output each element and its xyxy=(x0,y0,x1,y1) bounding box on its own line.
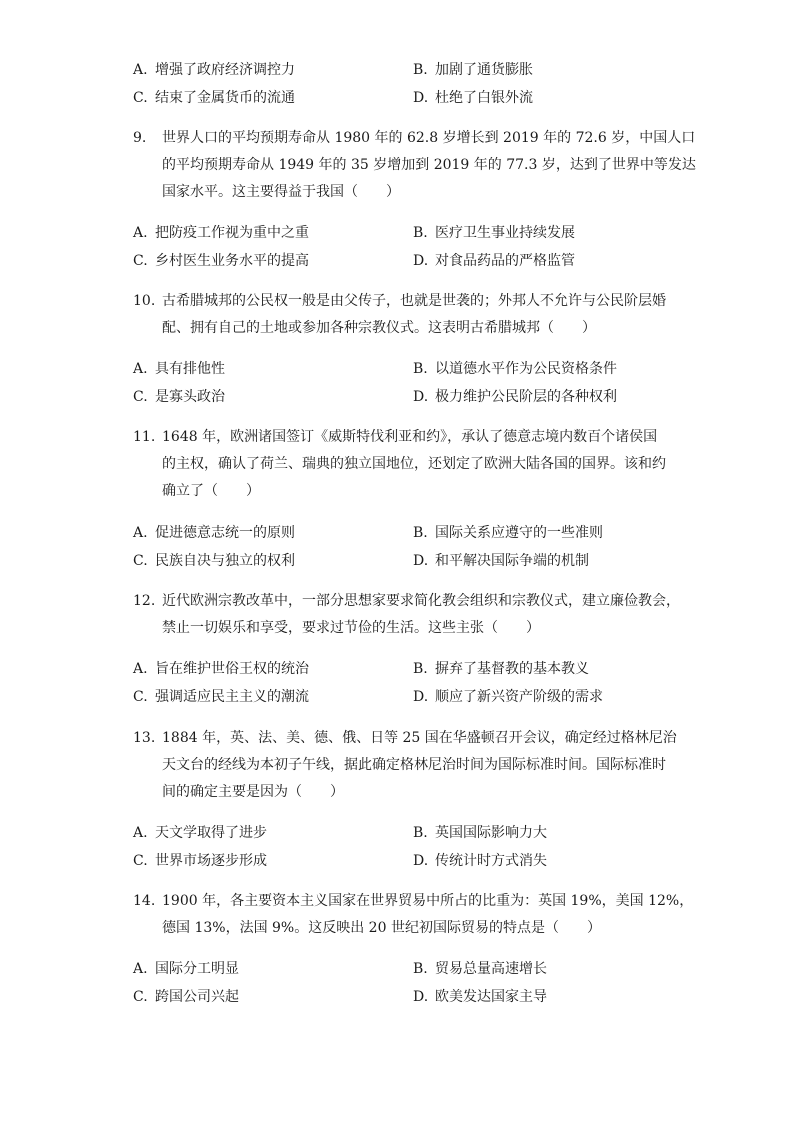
question-line: 1884 年，英、法、美、德、俄、日等 25 国在华盛顿召开会议，确定经过格林尼治 xyxy=(162,730,677,746)
q10-option-a: A. 具有排他性 xyxy=(133,361,225,377)
q13-option-d: D. 传统计时方式消失 xyxy=(413,853,547,869)
q14-option-d: D. 欧美发达国家主导 xyxy=(413,989,547,1005)
question-number: 11. xyxy=(133,429,156,445)
question-line: 世界人口的平均预期寿命从 1980 年的 62.8 岁增长到 2019 年的 72.6 岁，中国人口 xyxy=(162,130,696,146)
q12-option-c: C. 强调适应民主主义的潮流 xyxy=(133,689,309,705)
q11-option-a: A. 促进德意志统一的原则 xyxy=(133,525,295,541)
question-line: 确立了（ ） xyxy=(162,483,260,499)
q12-option-a: A. 旨在维护世俗王权的统治 xyxy=(133,661,309,677)
q11-option-b: B. 国际关系应遵守的一些准则 xyxy=(413,525,603,541)
q14-option-a: A. 国际分工明显 xyxy=(133,961,239,977)
q13-option-c: C. 世界市场逐步形成 xyxy=(133,853,267,869)
question-line: 的平均预期寿命从 1949 年的 35 岁增加到 2019 年的 77.3 岁，达到了世界中等发达 xyxy=(162,157,696,173)
q9-option-b: B. 医疗卫生事业持续发展 xyxy=(413,225,575,241)
q10-option-d: D. 极力维护公民阶层的各种权利 xyxy=(413,389,617,405)
q10-option-c: C. 是寡头政治 xyxy=(133,389,225,405)
question-number: 14. xyxy=(133,893,156,909)
q9-option-d: D. 对食品药品的严格监管 xyxy=(413,253,575,269)
question-9 xyxy=(0,127,794,207)
q8-option-d: D. 杜绝了白银外流 xyxy=(413,90,533,106)
question-10 xyxy=(0,290,794,342)
q14-options-row-2 xyxy=(133,986,733,1008)
question-12 xyxy=(0,590,794,642)
question-line: 古希腊城邦的公民权一般是由父传子，也就是世袭的；外邦人不允许与公民阶层婚 xyxy=(162,293,666,309)
question-line: 间的确定主要是因为（ ） xyxy=(162,784,344,800)
q14-option-b: B. 贸易总量高速增长 xyxy=(413,961,547,977)
q14-options-row-1 xyxy=(133,958,733,980)
q8-options-row-2 xyxy=(133,87,733,109)
question-number: 9. xyxy=(133,130,147,146)
q10-options-row-1 xyxy=(133,358,733,380)
question-13 xyxy=(0,727,794,807)
q10-options-row-2 xyxy=(133,386,733,408)
question-14 xyxy=(0,890,794,942)
question-line: 的主权，确认了荷兰、瑞典的独立国地位，还划定了欧洲大陆各国的国界。该和约 xyxy=(162,456,666,472)
q11-options-row-1 xyxy=(133,522,733,544)
q8-option-c: C. 结束了金属货币的流通 xyxy=(133,90,295,106)
q12-option-d: D. 顺应了新兴资产阶级的需求 xyxy=(413,689,603,705)
q11-option-d: D. 和平解决国际争端的机制 xyxy=(413,553,589,569)
q12-option-b: B. 摒弃了基督教的基本教义 xyxy=(413,661,589,677)
q9-option-a: A. 把防疫工作视为重中之重 xyxy=(133,225,309,241)
question-line: 配、拥有自己的土地或参加各种宗教仪式。这表明古希腊城邦（ ） xyxy=(162,320,596,336)
question-line: 近代欧洲宗教改革中，一部分思想家要求简化教会组织和宗教仪式，建立廉俭教会， xyxy=(162,593,680,609)
q13-option-a: A. 天文学取得了进步 xyxy=(133,825,267,841)
q13-option-b: B. 英国国际影响力大 xyxy=(413,825,547,841)
question-line: 1900 年，各主要资本主义国家在世界贸易中所占的比重为：英国 19%，美国 12%， xyxy=(162,893,694,909)
q10-option-b: B. 以道德水平作为公民资格条件 xyxy=(413,361,617,377)
q13-options-row-2 xyxy=(133,850,733,872)
question-line: 1648 年，欧洲诸国签订《威斯特伐利亚和约》，承认了德意志境内数百个诸侯国 xyxy=(162,429,658,445)
q11-options-row-2 xyxy=(133,550,733,572)
q9-options-row-2 xyxy=(133,250,733,272)
q8-options-row-1 xyxy=(133,59,733,81)
question-number: 13. xyxy=(133,730,156,746)
q13-options-row-1 xyxy=(133,822,733,844)
question-line: 国家水平。这主要得益于我国（ ） xyxy=(162,184,400,200)
q8-option-b: B. 加剧了通货膨胀 xyxy=(413,62,533,78)
question-number: 12. xyxy=(133,593,156,609)
q8-option-a: A. 增强了政府经济调控力 xyxy=(133,62,295,78)
q12-options-row-2 xyxy=(133,686,733,708)
q12-options-row-1 xyxy=(133,658,733,680)
question-line: 天文台的经线为本初子午线，据此确定格林尼治时间为国际标准时间。国际标准时 xyxy=(162,757,666,773)
q9-option-c: C. 乡村医生业务水平的提高 xyxy=(133,253,309,269)
question-11 xyxy=(0,426,794,506)
question-number: 10. xyxy=(133,293,156,309)
q11-option-c: C. 民族自决与独立的权利 xyxy=(133,553,295,569)
question-line: 禁止一切娱乐和享受，要求过节俭的生活。这些主张（ ） xyxy=(162,620,540,636)
q9-options-row-1 xyxy=(133,222,733,244)
q14-option-c: C. 跨国公司兴起 xyxy=(133,989,239,1005)
question-line: 德国 13%，法国 9%。这反映出 20 世纪初国际贸易的特点是（ ） xyxy=(162,920,601,936)
